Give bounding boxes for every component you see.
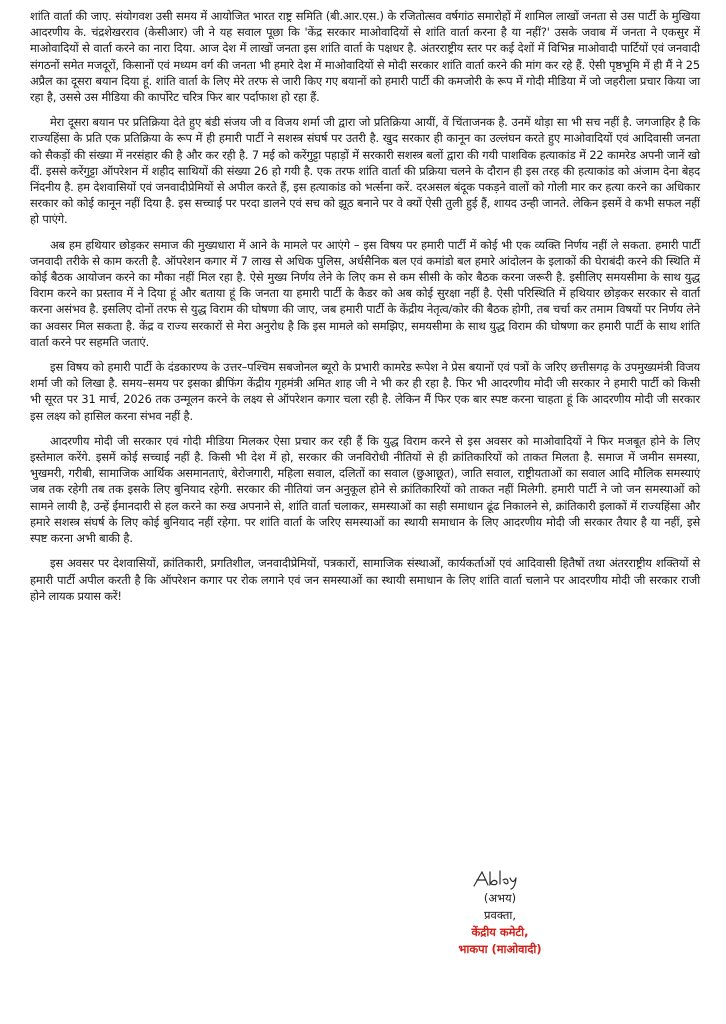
paragraph-3: अब हम हथियार छोड़कर समाज की मुख्यधारा में आने के मामले पर आएंगे – इस विषय पर हमारी पार्टी में कोई भी एक व्यक्ति निर्णय नहीं ले सकता. हमारी पार्टी जनवादी तरीके से काम करती है. ऑपरेशन कगार में 7 लाख से अधिक पुलिस, अर्धसैनिक बल एवं कमांडो बल हमारे आंदोलन के इलाकों की घेराबंदी करने की स्थिति में कोई बैठक आयोजन करने का मौका नहीं मिल रहा है. ऐसे मुख्य निर्णय लेने के लिए कम से कम सीसी के कोर बैठक करना जरूरी है. इसीलिए समयसीमा के साथ युद्ध विराम करने का प्रस्ताव में ने दिया हूं और बताया हूं कि जनता या हमारी पार्टी के कैडर को अब कोई सुरक्षा नहीं है. ऐसी परिस्थिति में हथियार छोड़कर सरकार से वार्ता करना असंभव है. इसलिए दोनों तरफ से युद्ध विराम की घोषणा की जाए, जब हमारी पार्टी के केंद्रीय नेतृत्व/कोर की बैठक होगी, तब चर्चा कर तमाम विषयों पर निर्णय लेने का अवसर मिल सकता है. केंद्र व राज्य सरकारों से मेरा अनुरोध है कि इस मामले को समझिए, समयसीमा के साथ युद्ध विराम की घोषणा कर हमारी पार्टी के साथ शांति वार्ता करने पर सहमति जताएं. xyxy=(30,237,700,349)
paragraph-5: आदरणीय मोदी जी सरकार एवं गोदी मीडिया मिलकर ऐसा प्रचार कर रही हैं कि युद्ध विराम करने से इस अवसर को माओवादियों ने फिर मजबूत होने के लिए इस्तेमाल करेंगे. इसमें कोई सच्चाई नहीं है. किसी भी देश में हो, सरकार की जनविरोधी नीतियों से ही क्रांतिकारियों को ताकत मिलता है. समाज में जमीन समस्या, भुखमरी, गरीबी, सामाजिक आर्थिक असमानताएं, बेरोजगारी, महिला सवाल, दलितों का सवाल (छुआछूत), जाति सवाल, राष्ट्रीयताओं का सवाल आदि मौलिक समस्याएं जब तक रहेगी तब तक इसके लिए बुनियाद रहेगी. सरकार की नीतियां जन अनुकूल होने से क्रांतिकारियों को ताकत नहीं मिलेगी. हमारी पार्टी ने जो जन समस्याओं को सामने लायी है, उन्हें ईमानदारी से हल करने का रुख अपनाने से, शांति वार्ता चलाकर, समस्याओं का सही समाधान ढूंढ निकालने से, क्रांतिकारी इलाकों में राज्यहिंसा और हमारे सशस्त्र संघर्ष के लिए कोई बुनियाद नहीं रहेगा. पर शांति वार्ता के जरिए समस्याओं का स्थायी समाधान के लिए आदरणीय मोदी जी सरकार तैयार है या नहीं, इसे स्पष्ट करना अभी बाकी है. xyxy=(30,433,700,546)
signature-scribble xyxy=(470,868,530,890)
paragraph-6: इस अवसर पर देशवासियों, क्रांतिकारी, प्रगतिशील, जनवादीप्रेमियों, पत्रकारों, सामाजिक संस्थाओं, कार्यकर्ताओं एवं आदिवासी हितैषों तथा अंतरराष्ट्रीय शक्तियों से हमारी पार्टी अपील करती है कि ऑपरेशन कगार पर रोक लगाने एवं जन समस्याओं का स्थायी समाधान के लिए शांति वार्ता चलाने पर आदरणीय मोदी जी सरकार राजी होने लायक प्रयास करें! xyxy=(30,556,700,603)
paragraph-4: इस विषय को हमारी पार्टी के दंडकारण्य के उत्तर–पश्चिम सबजोनल ब्यूरो के प्रभारी कामरेड रूपेश ने प्रेस बयानों एवं पत्रों के जरिए छत्तीसगढ़ के उपमुख्यमंत्री विजय शर्मा जी को लिखा है. समय–समय पर इसका ब्रीफिंग केंद्रीय गृहमंत्री अमित शाह जी ने भी कर ही रहा है. फिर भी आदरणीय मोदी जी सरकार ने हमारी पार्टी को किसी भी सूरत पर 31 मार्च, 2026 तक उन्मूलन करने के लक्ष्य से ऑपरेशन कगार चला रही है. लेकिन मैं फिर एक बार स्पष्ट करना चाहता हूं कि आदरणीय मोदी जी सरकार इस लक्ष्य को हासिल करना संभव नहीं है. xyxy=(30,360,700,423)
paragraph-1: शांति वार्ता की जाए. संयोगवश उसी समय में आयोजित भारत राष्ट्र समिति (बी.आर.एस.) के रजितोत्सव वर्षगांठ समारोहों में शामिल लाखों जनता से उस पार्टी के मुखिया आदरणीय के. चंद्रशेखरराव (केसीआर) जी ने यह सवाल पूछा कि 'केंद्र सरकार माओवादियों से शांति वार्ता करना है या नहीं?' उसके जवाब में जनता ने एकसुर में माओवादियों से वार्ता करने का नारा दिया. आज देश में लाखों जनता इस शांति वार्ता के पक्षधर है. अंतरराष्ट्रीय स्तर पर कई देशों में विभिन्न माओवादी पार्टियों एवं जनवादी संगठनों समेत मजदूरों, किसानों एवं मध्यम वर्ग की जनता भी हमारे देश में माओवादियों से मोदी सरकार शांति वार्ता करने की मांग कर रहे हैं. ऐसी पृष्ठभूमि में ही मैं ने 25 अप्रैल का दूसरा बयान दिया हूं. शांति वार्ता के लिए मेरे तरफ से जारी किए गए बयानों को हमारी पार्टी की कमजोरी के रूप में गोदी मीडिया में जो जहरीला प्रचार किया जा रहा है, उससे उस मीडिया की कार्पोरेट चरित्र फिर बार पर्दाफाश हो रहा हैं. xyxy=(30,9,700,105)
party-name: भाकपा (माओवादी) xyxy=(458,942,542,956)
signatory-name: (अभय) xyxy=(483,891,517,905)
signatory-role: प्रवक्ता, xyxy=(484,908,516,922)
signature-block xyxy=(440,868,560,958)
handwritten-signature xyxy=(440,868,560,890)
paragraph-2: मेरा दूसरा बयान पर प्रतिक्रिया देते हुए बंडी संजय जी व विजय शर्मा जी द्वारा जो प्रतिक्रिया आयीं, वें चिंताजनक है. उनमें थोड़ा सा भी सच नहीं है. जगजाहिर है कि राज्यहिंसा के प्रति एक प्रतिक्रिया के रूप में ही हमारी पार्टी ने सशस्त्र संघर्ष पर उतरी है. खुद सरकार ही कानून का उल्लंघन करते हुए माओवादियों एवं आदिवासी जनता को सैकड़ों की संख्या में नरसंहार की है और कर रही है. 7 मई को करेंगुट्टा पहाड़ों में सरकारी सशस्त्र बलों द्वारा की गयी पाशविक हत्याकांड में 22 कामरेड अपनी जानें खो दीं. इससे करेंगुट्टा ऑपरेशन में शहीद साथियों की संख्या 26 हो गयी है. एक तरफ शांति वार्ता की प्रक्रिया चलने के दौरान ही इस तरह की हत्याकांड को अंजाम देना बेहद निंदनीय है. हम देशवासियों एवं जनवादीप्रेमियों से अपील करते हैं, इस हत्याकांड को भर्त्सना करें. दरअसल बंदूक पकड़ने वालों को गोली मार कर हत्या करने का अधिकार सरकार को कोई कानून नहीं दिया है. इस सच्चाई पर परदा डालने एवं सच को झूठ बनाने पर वे क्यों ऐसी तुली हुई हैं, शायद उन्ही जानते. लेकिन इसमें वे कभी सफल नहीं हो पाएंगे. xyxy=(30,115,700,227)
committee-name: केंद्रीय कमेटी, xyxy=(471,925,529,939)
